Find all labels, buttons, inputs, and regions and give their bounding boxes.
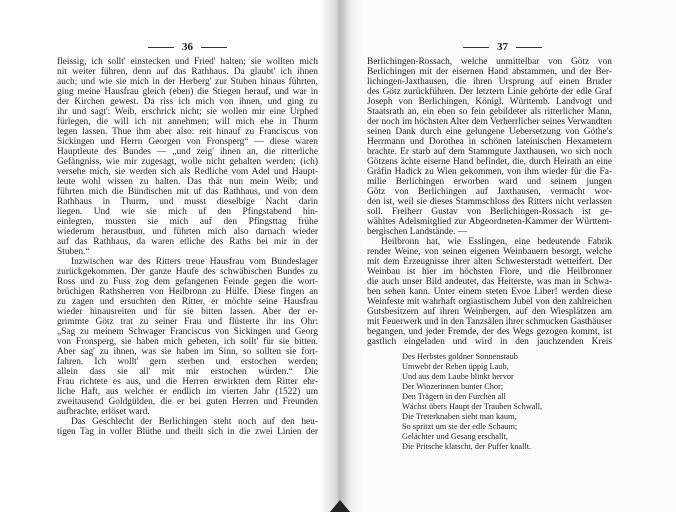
text-line: mit Feuerwerk und in den Tanzsälen ihrer schmucken Gasthäuser	[367, 317, 612, 327]
text-line: Ross und zu Fuss zog dem gefangenen Feinde gegen die wort-	[57, 277, 318, 287]
text-line: des Götz zurückführen. Der letztern Linie gehörte der edle Graf	[367, 87, 612, 97]
text-line: ben sehen kann. Unter einem steten Evoe Liber! werden diese	[367, 287, 612, 297]
text-line: legen lassen. Thue ihm aber also: reit hinauf zu Franciscus von	[57, 127, 318, 137]
text-line: Götz von Berlichingen auf Jaxthausen, vermacht wor-	[367, 187, 612, 197]
text-line: auch; und wie sie mich in der Herberg' zur Stuben hinaus führten,	[57, 77, 318, 87]
dash-rule	[516, 47, 542, 48]
text-line: tigen Tag in voller Blüthe und theilt sich in die zwei Linien der	[57, 427, 318, 437]
text-line: fürlegen, die will ich nit annehmen; will mich ehe in Thurm	[57, 117, 318, 127]
left-page-body	[57, 57, 318, 437]
text-line: liche Haft, aus welcher er endlich im vierten Jahr (1522) um	[57, 387, 318, 397]
poem-line: So spritzt um sie der edle Schaum;	[402, 422, 518, 431]
text-line: Gefängniss, wie mir zugesagt, wolle nicht gehalten werden; (ich)	[57, 157, 318, 167]
poem-line: Die Treterknaben sieht man kaum,	[402, 412, 517, 421]
text-line: Hauptleute des Bundes — „und zeig' ihnen an, die ritterliche	[57, 147, 318, 157]
text-line: zu zagen und ersuchten den Ritter, er möchte seine Hausfrau	[57, 297, 318, 307]
text-line: aufbrachte, erlöset ward.	[57, 407, 150, 417]
text-line: Weinbau ist hier im höchsten Flore, und die Heilbronner	[367, 267, 612, 277]
text-line: Staatsrath an, ein eben so fein gebildeter als ritterlicher Mann,	[367, 107, 612, 117]
text-line: leute wohl wissen zu halten. Das thät nun mein Weib; und	[57, 177, 318, 187]
text-line: nit weiter führen, denn auf das Rathhaus. Da glaubt' ich ihnen	[57, 67, 318, 77]
text-line: die auch unser Bild andeutet, das Heiterste, was man in Schwa-	[367, 277, 612, 287]
text-line: Herrmann und Dorothea in schönen lateinischen Hexametern	[367, 137, 612, 147]
text-line: auf das Rathhaus, da waren etliche des Raths bei mir in der	[57, 237, 318, 247]
text-line: lichingen-Jaxthausen, die ihren Ursprung auf einen Bruder	[367, 77, 612, 87]
text-line: Inzwischen war des Ritters treue Hausfrau vom Bundeslager	[71, 257, 318, 267]
text-line: einlegten, mussten sie mich auf den Pfingsttag frühe	[57, 217, 318, 227]
text-line: brachte. Er starb auf dem Stammgute Jaxthausen, wo sich noch	[367, 147, 612, 157]
poem-line: Den Trägern in den Furchen all	[402, 392, 506, 401]
text-line: ihr und sagt': Weib, erschrick nicht; sie wollen mir eine Urphed	[57, 107, 318, 117]
text-line: render Weine, von seinen eigenen Weinbauern besorgt, welche	[367, 247, 612, 257]
text-line: ging meine Hausfrau gleich (eben) die Stiegen herauf, und war in	[57, 87, 318, 97]
dash-rule	[201, 47, 227, 48]
dash-rule	[148, 47, 174, 48]
text-line: zweitausend Goldgülden, die er bei guten Herren und Freunden	[57, 397, 318, 407]
poem-line: Umwebt der Reben üppig Laub,	[402, 362, 509, 371]
text-line: Joseph von Berlichingen, Königl. Württemb. Landvogt und	[367, 97, 612, 107]
scan-corner-mark	[330, 500, 350, 512]
dash-rule	[463, 47, 489, 48]
text-line: den ist, weil sie dieses Stammschloss des Ritters nicht verlassen	[367, 197, 612, 207]
text-line: wähltes Adelsmitglied zur Abgeordneten-Kammer der Württem-	[367, 217, 612, 227]
text-line: Berlichingen-Rossach, welche unmittelbar von Götz von	[367, 57, 612, 67]
text-line: wiederum heraustbun, und führten mich also darnach wieder	[57, 227, 318, 237]
text-line: Weinfeste mit wahrhaft orgiastischem Jubel von den zahlreichen	[367, 297, 612, 307]
text-line: Götzens ächte eiserne Hand befindet, die, durch Heirath an eine	[367, 157, 612, 167]
text-line: Rathhaus in Thurm, und musst dieselbige Nacht darin	[57, 197, 318, 207]
text-line: Gutsbesitzern auf ihren Weinbergen, auf den Wiesplätzen am	[367, 307, 612, 317]
page-number-left	[140, 41, 235, 53]
text-line: liegen. Und wie sie mich uf den Pfingstabend hin-	[57, 207, 318, 217]
page-number-right	[455, 41, 550, 53]
text-line: Heilbronn hat, wie Esslingen, eine bedeutende Fabrik	[381, 237, 612, 247]
text-line: Aber sag' zu ihnen, was sie haben im Sinn, so sollten sie fort-	[57, 347, 318, 357]
text-line: von Fronsperg, sie haben mich gebeten, ich sollt' für sie bitten.	[57, 337, 318, 347]
text-line: Gräfin Hadick zu Wien gekommen, von ihm wieder für die Fa-	[367, 167, 612, 177]
text-line: begangen, und jeder Fremde, der des Wegs gezogen kommt, ist	[367, 327, 612, 337]
poem-line: Gelächter und Gesang erschallt,	[402, 432, 508, 441]
text-line: brüchigen Rathsherren von Heilbronn zu Hülfe. Diese fingen an	[57, 287, 318, 297]
text-line: Das Geschlecht der Berlichingen steht noch auf den heu-	[71, 417, 318, 427]
poem-line: Die Pritsche klatscht, der Puffer knallt.	[402, 442, 532, 451]
book-gutter-shadow	[320, 0, 364, 512]
text-line: milie Berlichingen erworben ward und seinem jungen	[367, 177, 612, 187]
text-line: fahren. Ich wollt' gern sterben und erstochen werden;	[57, 357, 318, 367]
text-line: der noch im höchsten Alter dem Verherrlicher seines Verwandten	[367, 117, 612, 127]
text-line: bergischen Landstände. —	[367, 227, 468, 237]
text-line: seinen Dank durch eine gelungene Uebersetzung von Göthe's	[367, 127, 612, 137]
right-page-body	[367, 57, 612, 347]
text-line: Stuben.“	[57, 247, 90, 257]
text-line: Sickingen und Herrn Georgen von Fronsperg“ — diese waren	[57, 137, 318, 147]
poem-line: Des Herbstes goldner Sonnenstaub	[402, 352, 518, 361]
text-line: fleissig, ich sollt' einstecken und Fried' halten; sie wollten mich	[57, 57, 318, 67]
text-line: Berlichingen mit der eisernen Hand abstammen, und der Ber-	[367, 67, 612, 77]
text-line: der Kirchen gewest. Da riss ich mich von ihnen, und ging zu	[57, 97, 318, 107]
text-line: grimmte Götz trat zu seiner Frau und flüsterte ihr ins Ohr:	[57, 317, 318, 327]
poem-line: Der Winzerinnen bunter Chor;	[402, 382, 504, 391]
text-line: soll. Freiherr Gustav von Berlichingen-Rossach ist ge-	[367, 207, 612, 217]
poem-line: Und aus dem Laube blinkt hervor	[402, 372, 514, 381]
text-line: mit dem Erzeugnisse ihrer alten Schwesterstadt wetteifert. Der	[367, 257, 612, 267]
poem-verse	[402, 352, 542, 452]
text-line: wieder hinausreiten und für sie bitten lassen. Aber der er-	[57, 307, 318, 317]
text-line: gastlich eingeladen und wird in den jauchzenden Kreis	[367, 337, 612, 347]
page-number-text: 36	[182, 41, 193, 53]
text-line: versehe mich, sie werden sich als Redliche vom Adel und Haupt-	[57, 167, 318, 177]
text-line: zurückgekommen. Der ganze Haufe des schwäbischen Bundes zu	[57, 267, 318, 277]
poem-line: Wächst übers Haupt der Trauben Schwall,	[402, 402, 543, 411]
text-line: Frau richtete es aus, und die Herren erwirkten dem Ritter ehr-	[57, 377, 318, 387]
page-number-text: 37	[497, 41, 508, 53]
text-line: allein dass sie all' mit mir erstochen würden.“ Die	[57, 367, 318, 377]
text-line: „Sag zu meinem Schwager Franciscus von Sickingen und Georg	[57, 327, 318, 337]
text-line: führten mich die Bündischen mit uf das Rathhaus, und von dem	[57, 187, 318, 197]
